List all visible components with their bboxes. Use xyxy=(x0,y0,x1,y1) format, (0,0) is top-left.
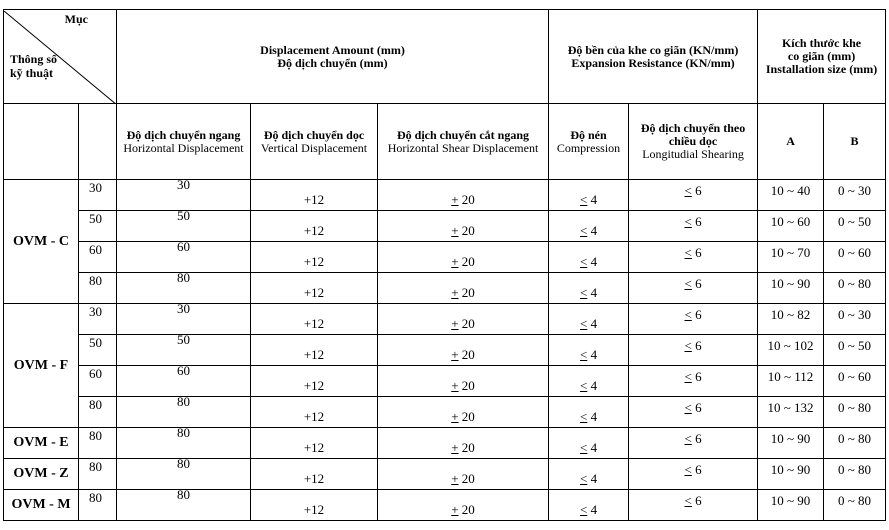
install-b-cell: 0 ~ 80 xyxy=(824,490,886,521)
install-b-cell: 0 ~ 30 xyxy=(824,304,886,335)
shear-value-cell xyxy=(378,428,549,459)
longitudinal-value-cell xyxy=(629,273,758,304)
model-group-cell: OVM - M xyxy=(4,490,79,521)
longitudinal-value: 6 xyxy=(691,369,702,384)
longitudinal-sign: < xyxy=(684,214,692,229)
shear-value: 20 xyxy=(458,440,475,455)
empty-header-cell xyxy=(79,104,117,180)
size-cell: 80 xyxy=(79,459,117,490)
shear-sign: + xyxy=(451,409,459,424)
install-a-cell: 10 ~ 40 xyxy=(758,180,824,211)
size-cell: 30 xyxy=(79,180,117,211)
vertical-value-cell: +12 xyxy=(251,459,378,490)
corner-spec-label: Thông số kỹ thuật xyxy=(10,51,58,80)
table-row xyxy=(4,366,886,397)
shear-value-cell xyxy=(378,366,549,397)
compression-value-cell xyxy=(549,242,629,273)
install-a-cell: 10 ~ 112 xyxy=(758,366,824,397)
compression-sign: < xyxy=(579,440,588,455)
shear-value-cell xyxy=(378,273,549,304)
horizontal-value: 30 xyxy=(177,177,190,192)
horizontal-value-cell xyxy=(117,394,251,428)
longitudinal-sign: < xyxy=(684,338,692,353)
table-row xyxy=(4,428,886,459)
horizontal-value: 60 xyxy=(177,363,190,378)
horizontal-value: 80 xyxy=(177,456,190,471)
compression-value-cell xyxy=(549,335,629,366)
shear-value: 20 xyxy=(458,502,475,517)
install-b-cell: 0 ~ 80 xyxy=(824,397,886,428)
install-b-cell: 0 ~ 60 xyxy=(824,242,886,273)
longitudinal-value: 6 xyxy=(691,493,702,508)
shear-value-cell xyxy=(378,490,549,521)
table-row xyxy=(4,335,886,366)
shear-sign: + xyxy=(451,192,459,207)
shear-value: 20 xyxy=(458,254,475,269)
install-b-cell: 0 ~ 50 xyxy=(824,211,886,242)
vertical-value-cell: +12 xyxy=(251,211,378,242)
longitudinal-value-cell xyxy=(629,180,758,211)
longitudinal-sign: < xyxy=(684,462,692,477)
corner-category-label: Mục xyxy=(64,11,88,26)
shear-value: 20 xyxy=(458,471,475,486)
size-cell: 80 xyxy=(79,428,117,459)
longitudinal-value: 6 xyxy=(691,400,702,415)
compression-sign: < xyxy=(579,254,588,269)
shear-sign: + xyxy=(451,440,459,455)
table-row xyxy=(4,273,886,304)
size-cell: 80 xyxy=(79,397,117,428)
horizontal-value: 80 xyxy=(177,270,190,285)
spec-table-body xyxy=(4,177,886,521)
horizontal-value: 60 xyxy=(177,239,190,254)
install-a-cell: 10 ~ 60 xyxy=(758,211,824,242)
horizontal-value-cell xyxy=(117,332,251,366)
size-cell: 50 xyxy=(79,335,117,366)
shear-value-cell xyxy=(378,242,549,273)
horizontal-value-cell xyxy=(117,487,251,521)
longitudinal-value: 6 xyxy=(691,462,702,477)
install-a-cell: 10 ~ 132 xyxy=(758,397,824,428)
compression-value-cell xyxy=(549,180,629,211)
longitudinal-sign: < xyxy=(684,431,692,446)
compression-value-cell xyxy=(549,428,629,459)
compression-sign: < xyxy=(579,471,588,486)
shear-value: 20 xyxy=(458,347,475,362)
vertical-value-cell: +12 xyxy=(251,490,378,521)
vertical-value-cell: +12 xyxy=(251,335,378,366)
horizontal-value: 80 xyxy=(177,487,190,502)
table-row xyxy=(4,490,886,521)
horizontal-displacement-header: Độ dịch chuyển ngang Horizontal Displacement xyxy=(117,104,251,180)
size-cell: 60 xyxy=(79,366,117,397)
compression-value-cell xyxy=(549,273,629,304)
install-b-cell: 0 ~ 80 xyxy=(824,459,886,490)
size-cell: 80 xyxy=(79,490,117,521)
vertical-value-cell: +12 xyxy=(251,273,378,304)
longitudinal-value-cell xyxy=(629,490,758,521)
longitudinal-value-cell xyxy=(629,459,758,490)
longitudinal-value-cell xyxy=(629,242,758,273)
empty-header-cell xyxy=(4,104,79,180)
longitudinal-sign: < xyxy=(684,245,692,260)
compression-header: Độ nén Compression xyxy=(549,104,629,180)
shear-value-cell xyxy=(378,459,549,490)
shear-sign: + xyxy=(451,378,459,393)
compression-sign: < xyxy=(579,192,588,207)
shear-value: 20 xyxy=(458,409,475,424)
install-a-cell: 10 ~ 82 xyxy=(758,304,824,335)
compression-sign: < xyxy=(579,285,588,300)
horizontal-value-cell xyxy=(117,208,251,242)
table-row xyxy=(4,242,886,273)
horizontal-value-cell xyxy=(117,239,251,273)
shear-value: 20 xyxy=(458,378,475,393)
longitudinal-value: 6 xyxy=(691,338,702,353)
shear-sign: + xyxy=(451,502,459,517)
horizontal-value: 50 xyxy=(177,208,190,223)
compression-value-cell xyxy=(549,397,629,428)
longitudinal-value-cell xyxy=(629,397,758,428)
shear-value-cell xyxy=(378,397,549,428)
shear-value: 20 xyxy=(458,223,475,238)
table-row xyxy=(4,211,886,242)
model-group-cell: OVM - F xyxy=(4,304,79,428)
vertical-value-cell: +12 xyxy=(251,242,378,273)
longitudinal-value: 6 xyxy=(691,214,702,229)
shear-displacement-header: Độ dịch chuyển cắt ngang Horizontal Shear Displacement xyxy=(378,104,549,180)
compression-sign: < xyxy=(579,378,588,393)
install-a-cell: 10 ~ 102 xyxy=(758,335,824,366)
table-row xyxy=(4,304,886,335)
install-a-cell: 10 ~ 90 xyxy=(758,428,824,459)
compression-value-cell xyxy=(549,304,629,335)
install-a-cell: 10 ~ 90 xyxy=(758,273,824,304)
compression-value-cell xyxy=(549,211,629,242)
longitudinal-sign: < xyxy=(684,400,692,415)
longitudinal-sign: < xyxy=(684,183,692,198)
shear-sign: + xyxy=(451,347,459,362)
shear-sign: + xyxy=(451,223,459,238)
compression-value-cell xyxy=(549,459,629,490)
compression-value: 4 xyxy=(587,285,598,300)
vertical-value-cell: +12 xyxy=(251,180,378,211)
resistance-header: Độ bền của khe co giãn (KN/mm) Expansion Resistance (KN/mm) xyxy=(549,10,758,104)
shear-value-cell xyxy=(378,335,549,366)
compression-value: 4 xyxy=(587,316,598,331)
horizontal-value-cell xyxy=(117,301,251,335)
vertical-value-cell: +12 xyxy=(251,366,378,397)
horizontal-value: 30 xyxy=(177,301,190,316)
horizontal-value-cell xyxy=(117,270,251,304)
install-b-cell: 0 ~ 80 xyxy=(824,428,886,459)
compression-value: 4 xyxy=(587,223,598,238)
horizontal-value-cell xyxy=(117,363,251,397)
shear-value: 20 xyxy=(458,192,475,207)
shear-sign: + xyxy=(451,254,459,269)
vertical-value-cell: +12 xyxy=(251,428,378,459)
size-cell: 30 xyxy=(79,304,117,335)
corner-cell xyxy=(4,10,117,104)
longitudinal-value: 6 xyxy=(691,245,702,260)
installation-size-header: Kích thước khe co giãn (mm) Installation size (mm) xyxy=(758,10,886,104)
shear-sign: + xyxy=(451,285,459,300)
longitudinal-sign: < xyxy=(684,493,692,508)
longitudinal-value: 6 xyxy=(691,276,702,291)
compression-value: 4 xyxy=(587,440,598,455)
shear-value: 20 xyxy=(458,316,475,331)
compression-sign: < xyxy=(579,409,588,424)
model-group-cell: OVM - E xyxy=(4,428,79,459)
longitudinal-value: 6 xyxy=(691,307,702,322)
install-a-cell: 10 ~ 70 xyxy=(758,242,824,273)
vertical-value-cell: +12 xyxy=(251,397,378,428)
shear-value-cell xyxy=(378,304,549,335)
install-b-cell: 0 ~ 80 xyxy=(824,273,886,304)
table-row xyxy=(4,459,886,490)
table-row xyxy=(4,180,886,211)
horizontal-value-cell xyxy=(117,177,251,211)
longitudinal-value-cell xyxy=(629,211,758,242)
longitudinal-value-cell xyxy=(629,304,758,335)
compression-value: 4 xyxy=(587,471,598,486)
compression-value: 4 xyxy=(587,347,598,362)
install-b-cell: 0 ~ 50 xyxy=(824,335,886,366)
longitudinal-shearing-header: Độ dịch chuyển theo chiều dọc Longitudial Shearing xyxy=(629,104,758,180)
install-b-cell: 0 ~ 30 xyxy=(824,180,886,211)
install-b-cell: 0 ~ 60 xyxy=(824,366,886,397)
horizontal-value-cell xyxy=(117,456,251,490)
install-a-cell: 10 ~ 90 xyxy=(758,490,824,521)
displacement-header: Displacement Amount (mm) Độ dịch chuyển (mm) xyxy=(117,10,549,104)
compression-sign: < xyxy=(579,347,588,362)
compression-sign: < xyxy=(579,316,588,331)
horizontal-value: 80 xyxy=(177,425,190,440)
longitudinal-value: 6 xyxy=(691,183,702,198)
compression-value-cell xyxy=(549,490,629,521)
vertical-value-cell: +12 xyxy=(251,304,378,335)
vertical-displacement-header: Độ dịch chuyển dọc Vertical Displacement xyxy=(251,104,378,180)
model-group-cell: OVM - Z xyxy=(4,459,79,490)
compression-sign: < xyxy=(579,223,588,238)
table-row xyxy=(4,397,886,428)
compression-value: 4 xyxy=(587,409,598,424)
shear-value-cell xyxy=(378,211,549,242)
longitudinal-value: 6 xyxy=(691,431,702,446)
compression-sign: < xyxy=(579,502,588,517)
longitudinal-value-cell xyxy=(629,428,758,459)
shear-value: 20 xyxy=(458,285,475,300)
longitudinal-sign: < xyxy=(684,369,692,384)
shear-sign: + xyxy=(451,471,459,486)
horizontal-value-cell xyxy=(117,425,251,459)
longitudinal-sign: < xyxy=(684,307,692,322)
size-cell: 50 xyxy=(79,211,117,242)
horizontal-value: 80 xyxy=(177,394,190,409)
size-cell: 60 xyxy=(79,242,117,273)
compression-value: 4 xyxy=(587,254,598,269)
compression-value: 4 xyxy=(587,502,598,517)
horizontal-value: 50 xyxy=(177,332,190,347)
compression-value-cell xyxy=(549,366,629,397)
install-b-header: B xyxy=(824,104,886,180)
install-a-cell: 10 ~ 90 xyxy=(758,459,824,490)
longitudinal-value-cell xyxy=(629,366,758,397)
longitudinal-value-cell xyxy=(629,335,758,366)
compression-value: 4 xyxy=(587,192,598,207)
size-cell: 80 xyxy=(79,273,117,304)
model-group-cell: OVM - C xyxy=(4,180,79,304)
shear-value-cell xyxy=(378,180,549,211)
spec-table xyxy=(3,9,886,521)
longitudinal-sign: < xyxy=(684,276,692,291)
compression-value: 4 xyxy=(587,378,598,393)
install-a-header: A xyxy=(758,104,824,180)
shear-sign: + xyxy=(451,316,459,331)
